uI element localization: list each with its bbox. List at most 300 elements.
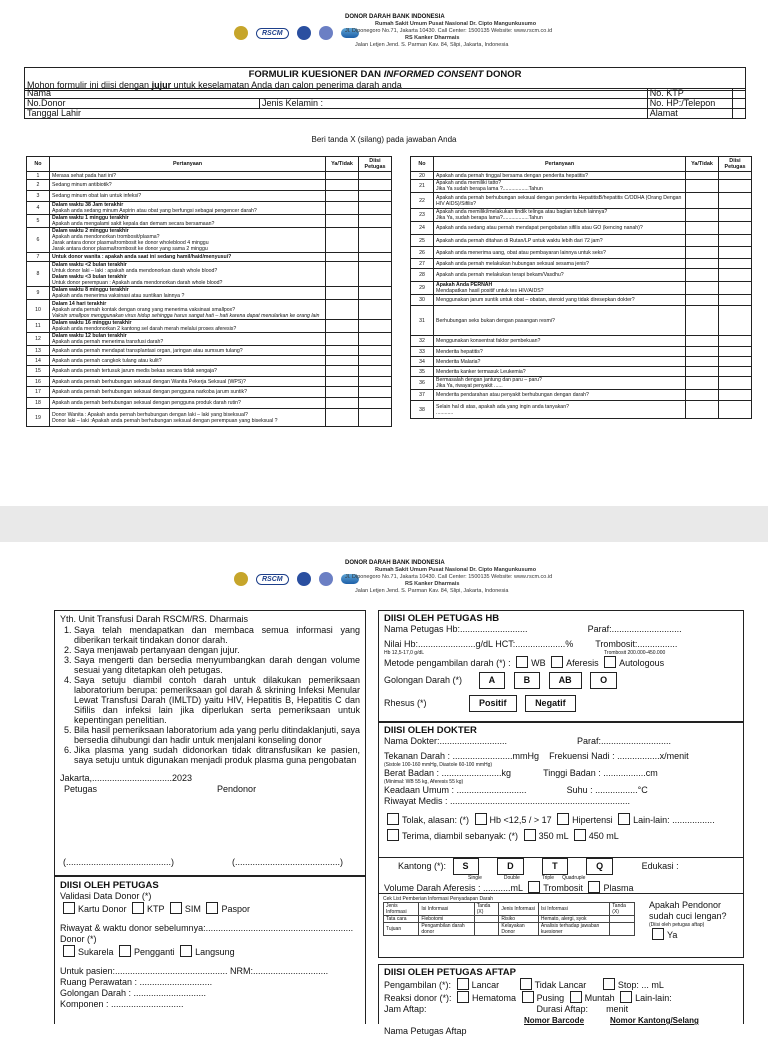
answer-cell[interactable] [326,346,359,356]
petugas-cell[interactable] [359,287,392,300]
abo-o-box[interactable]: O [590,672,617,689]
question-line: Apakah anda pernah menerima transfusi darah? [52,339,164,345]
petugas-cell[interactable] [719,390,752,401]
lain-checkbox[interactable] [620,991,632,1003]
question-line: Apakah anda pernah berhubungan seksual dengan pengguna narkoba jarum suntik? [52,389,247,395]
petugas-cell[interactable] [719,269,752,282]
question-line: Apakah anda memiliki/melakukan tindik telinga atau bagian tubuh lainnya? [436,209,608,215]
answer-cell[interactable] [686,390,719,401]
checklist-table [383,902,635,936]
kantong-q-box[interactable]: Q [586,858,613,875]
petugas-cell[interactable] [359,191,392,202]
question-line: Apakah anda pernah melakukan hubungan seksual sesama jenis? [436,260,589,267]
kantong-labels: Single Double Triple Quadruple [468,875,586,881]
question-line: Menderita hepatitis? [436,348,483,355]
wb-checkbox[interactable] [516,656,528,668]
question-row [27,253,392,262]
question-text [434,235,686,247]
checklist-cell: Analisis terhadap jawaban kuesioner [538,923,609,936]
petugas-cell[interactable] [719,347,752,357]
golongan-field[interactable]: Golongan Darah : ............................. [60,988,207,998]
question-number: 33 [411,347,434,357]
terima-checkbox[interactable] [387,829,399,841]
question-number: 29 [411,282,434,295]
tanggal-lahir-field[interactable]: Tanggal Lahir [25,109,648,119]
kantong-d-box[interactable]: D [497,858,524,875]
answer-cell[interactable] [326,228,359,253]
answer-cell[interactable] [686,209,719,222]
dokter-title: DIISI OLEH DOKTER [384,725,477,736]
question-text [434,390,686,401]
petugas-cell[interactable] [359,228,392,253]
question-text [50,346,326,356]
abo-b-box[interactable]: B [514,672,541,689]
question-row [411,377,752,390]
question-line: Dalam waktu 8 minggu terakhir [52,287,129,293]
reaksi-row: Reaksi donor (*): Hematoma Pusing Muntah Lain-lain: [384,993,672,1003]
form-subtitle: Mohon formulir ini diisi dengan jujur untuk keselamatan Anda dan calon penerima darah anda [27,80,402,90]
kantong-s-box[interactable]: S [453,858,479,875]
question-line: Apakah anda pernah ditahan di Rutan/LP untuk waktu lebih dari 72 jam? [436,237,603,244]
question-text [50,387,326,398]
question-text [434,172,686,180]
petugas-cell[interactable] [359,356,392,366]
consent-recipient: Yth. Unit Transfusi Darah RSCM/RS. Dharmais [60,614,249,624]
checklist-title: Cek List Pemberian Informasi Penyadapan Darah [383,896,494,902]
question-line: Merasa sehat pada hari ini? [52,172,117,179]
question-row [411,282,752,295]
answer-cell[interactable] [326,300,359,320]
petugas-cell[interactable] [359,333,392,346]
keadaan-row[interactable]: Keadaan Umum : ............................ Suhu : .................°C [384,785,648,795]
question-number: 38 [411,401,434,419]
question-line: Apakah Anda PERNAH [436,282,493,288]
question-line: Untuk donor laki – laki : apakah anda mendonorkan darah whole blood? [52,268,218,274]
golongan-row: Golongan Darah (*) A B AB O [384,672,738,689]
page-2-header [0,556,768,606]
petugas-cell[interactable] [719,180,752,193]
answer-cell[interactable] [326,202,359,215]
rscm-logo: RSCM [256,28,289,39]
question-text [434,357,686,367]
question-line: Dalam waktu 38 Jam terakhir [52,202,124,208]
450ml-checkbox[interactable] [574,829,586,841]
petugas-cell[interactable] [359,253,392,262]
question-text [434,401,686,419]
ktp-field[interactable] [732,89,745,99]
question-line: Jarak antara donor plasma/trombosit ke donor yang sama 2 minggu [52,246,208,252]
question-text [50,333,326,346]
question-line: Menderita pendarahan atau penyakit berhubungan dengan darah? [436,392,589,398]
question-text [434,269,686,282]
question-number: 17 [27,387,50,398]
pengambilan-row: Pengambilan (*): Lancar Tidak Lancar Stop: ... mL [384,980,664,990]
petugas-cell[interactable] [359,300,392,320]
question-number: 21 [411,180,434,193]
question-line: Apakah anda pernah berhubungan seksual dengan penderita HepatitisB/hepatitis C/ODHA (Orang Dengan HIV AIDS)/Sifilis? [436,194,682,207]
answer-cell[interactable] [686,401,719,419]
question-number: 14 [27,356,50,366]
berat-note: (Minimal: WB 55 kg, Aferesis 55 kg) [384,779,464,785]
logo-row [234,26,359,40]
tolak-checkbox[interactable] [387,813,399,825]
petugas-cell[interactable] [719,259,752,269]
question-number: 27 [411,259,434,269]
answer-cell[interactable] [326,409,359,427]
place-date: Jakarta,................................2023 [60,773,193,783]
sukarela-checkbox[interactable] [63,945,75,957]
rh-negatif-box[interactable]: Negatif [525,695,576,712]
question-number: 37 [411,390,434,401]
question-row [27,346,392,356]
question-text [434,306,686,336]
question-line: Menggunakan konsentrat faktor pembekuan? [436,338,541,344]
org-name: DONOR DARAH BANK INDONESIA [345,560,445,566]
petugas-cell[interactable] [359,262,392,287]
question-line: Apakah anda pernah kontak dengan orang yang menerima vaksinasi smallpox? [52,306,236,313]
answer-cell[interactable] [326,262,359,287]
answer-cell[interactable] [686,295,719,306]
question-text [434,193,686,209]
question-row [27,191,392,202]
tidak-lancar-checkbox[interactable] [520,978,532,990]
checklist-col: Isi Informasi [419,903,474,916]
answer-cell[interactable] [686,306,719,336]
answer-cell[interactable] [686,269,719,282]
petugas-title: DIISI OLEH PETUGAS [60,880,159,891]
question-row [411,269,752,282]
petugas-cell[interactable] [719,295,752,306]
question-line: Menderita kanker termasuk Leukemia? [436,368,526,375]
question-line: Apakah anda mengalami sakit kepala dan demam secara bersamaan? [52,221,215,227]
akreditasi-logo [319,572,333,586]
hp-label: No. HP:/Telepon [647,99,732,109]
question-number: 5 [27,215,50,228]
petugas-cell[interactable] [719,357,752,367]
validasi-label: Validasi Data Donor (*) [60,891,152,901]
header-text [345,560,565,595]
abo-a-box[interactable]: A [479,672,506,689]
langsung-checkbox[interactable] [180,945,192,957]
question-text [434,247,686,259]
validasi-options: Kartu Donor KTP SIM Paspor [60,902,360,915]
hematoma-checkbox[interactable] [457,991,469,1003]
answer-cell[interactable] [686,336,719,347]
hipertensi-checkbox[interactable] [557,813,569,825]
aftap-title: DIISI OLEH PETUGAS AFTAP [384,967,516,978]
pasien-field[interactable]: Untuk pasien:............................................. NRM:.............................. [60,966,329,976]
question-number: 4 [27,202,50,215]
abo-ab-box[interactable]: AB [549,672,582,689]
jenis-kelamin-field[interactable]: Jenis Kelamin : [260,99,648,109]
col-question: Pertanyaan [50,157,326,172]
kantong-row: Kantong (*): S D T Q Edukasi : [384,858,738,875]
riwayat-medis-row[interactable]: Riwayat Medis : ........................................................................ [384,796,631,806]
answer-cell[interactable] [686,282,719,295]
autologous-checkbox[interactable] [604,656,616,668]
petugas-cell[interactable] [359,180,392,191]
petugas-cell[interactable] [359,346,392,356]
question-number: 35 [411,367,434,377]
question-row [27,320,392,333]
checklist-mark[interactable] [610,916,635,923]
question-line: Menderita Malaria? [436,358,481,365]
question-row [27,409,392,427]
signature-lines[interactable]: (..........................................) (..........................................) [63,857,344,867]
cuci-question: Apakah Pendonor sudah cuci lengan? [649,900,727,921]
question-number: 32 [411,336,434,347]
question-text [434,180,686,193]
question-text [50,300,326,320]
petugas-cell[interactable] [359,409,392,427]
answer-cell[interactable] [326,253,359,262]
page-2 [0,542,768,1036]
question-row [411,209,752,222]
donor-options: Sukarela Pengganti Langsung [60,945,360,958]
answer-cell[interactable] [686,377,719,390]
question-line: Dalam waktu 2 minggu terakhir [52,228,129,234]
question-line: Bermasalah dengan jantung dan paru – paru? [436,377,542,383]
question-line: Jarak antara donor plasma/trombosit ke donor wholeblood 4 minggu [52,240,209,246]
question-text [50,172,326,180]
col-yatidak: Ya/Tidak [686,157,719,172]
question-text [50,377,326,387]
answer-cell[interactable] [326,333,359,346]
answer-cell[interactable] [686,259,719,269]
answer-cell[interactable] [686,222,719,235]
ruang-field[interactable]: Ruang Perawatan : ............................. [60,977,213,987]
question-line: Selain hal di atas, apakah ada yang ingin anda tanyakan? [436,403,569,410]
col-no: No [411,157,434,172]
answer-cell[interactable] [686,193,719,209]
rscm-logo: RSCM [256,574,289,585]
question-line: Dalam waktu <3 bulan terakhir [52,274,127,280]
question-number: 2 [27,180,50,191]
question-row [411,180,752,193]
plasma-checkbox[interactable] [588,881,600,893]
question-row [27,202,392,215]
answer-cell[interactable] [326,180,359,191]
question-number: 11 [27,320,50,333]
petugas-cell[interactable] [359,202,392,215]
stop-checkbox[interactable] [603,978,615,990]
form-title: FORMULIR KUESIONER DAN INFORMED CONSENT DONOR [248,69,522,80]
question-text [434,222,686,235]
pengganti-checkbox[interactable] [119,945,131,957]
question-line: Apakah anda sedang atau pernah mendapat pengobatan sifilis atau GO (kencing nanah)? [436,225,643,231]
answer-cell[interactable] [326,172,359,180]
akreditasi-logo [319,26,333,40]
petugas-cell[interactable] [359,172,392,180]
checklist-mark[interactable] [474,916,499,923]
answer-cell[interactable] [686,235,719,247]
alamat-field[interactable] [732,109,745,119]
question-line: Apakah anda pernah melakukan terapi bekam/Vasdhu? [436,272,564,278]
petugas-cell[interactable] [359,398,392,409]
no-donor-field[interactable]: No.Donor [25,99,260,109]
question-number: 31 [411,306,434,336]
cuci-lengan [649,900,741,941]
hb-title: DIISI OLEH PETUGAS HB [384,613,500,624]
question-number: 16 [27,377,50,387]
question-line: Apakah anda pernah cangkok tulang atau kulit? [52,357,162,364]
muntah-checkbox[interactable] [570,991,582,1003]
sim-checkbox[interactable] [170,902,182,914]
question-line: Dalam waktu 16 minggu terakhir [52,320,132,326]
checklist-mark[interactable] [610,923,635,936]
dharmais-logo [297,26,311,40]
answer-cell[interactable] [686,357,719,367]
hb-petugas-row: Nama Petugas Hb:........................... Paraf:............................ [384,624,682,634]
question-line: Berhubungan seks bukan dengan pasangan resmi? [436,317,555,324]
petugas-box [54,876,366,1024]
berat-row[interactable]: Berat Badan : ........................kg Tinggi Badan : .................cm [384,768,658,778]
question-text [50,262,326,287]
donor-label: Donor (*) [60,934,97,944]
checklist-cell: Risiko [499,916,539,923]
petugas-cell[interactable] [719,336,752,347]
question-number: 23 [411,209,434,222]
question-number: 8 [27,262,50,287]
question-line: Dalam waktu <2 bulan terakhir [52,262,127,268]
question-row [411,306,752,336]
question-line: Mendapatkan hasil positif untuk tes HIV/AIDS? [436,288,544,294]
hb-range-checkbox[interactable] [475,813,487,825]
page-gap [0,506,768,542]
petugas-cell[interactable] [719,193,752,209]
answer-cell[interactable] [326,387,359,398]
question-line: Apakah anda mendonorkan 2 kantong sel darah merah melalui proses aferesis? [52,326,237,332]
petugas-cell[interactable] [359,320,392,333]
volume-row: Volume Darah Aferesis : ...........mL Trombosit Plasma [384,883,634,893]
question-text [434,295,686,306]
lancar-checkbox[interactable] [457,978,469,990]
question-row [411,235,752,247]
answer-cell[interactable] [686,367,719,377]
question-number: 10 [27,300,50,320]
col-no: No [27,157,50,172]
question-row [411,295,752,306]
petugas-cell[interactable] [359,215,392,228]
rhesus-row: Rhesus (*) Positif Negatif [384,695,738,712]
dokter-box [378,722,744,858]
answer-cell[interactable] [326,377,359,387]
answer-cell[interactable] [686,247,719,259]
question-line: Dalam waktu 12 bulan terakhir [52,333,127,339]
barcode-row: Nomor Barcode Nomor Kantong/Selang [524,1016,699,1025]
answer-cell[interactable] [326,366,359,377]
petugas-cell[interactable] [719,377,752,390]
question-line: Donor laki – laki :Apakah anda pernah berhubungan seksual dengan perempuan yang biseksual ? [52,417,278,424]
paspor-checkbox[interactable] [206,902,218,914]
answer-cell[interactable] [326,320,359,333]
question-row [27,356,392,366]
question-row [27,172,392,180]
question-row [27,333,392,346]
dokter-nama-row[interactable]: Nama Dokter:........................... Paraf:............................ [384,736,672,746]
question-number: 22 [411,193,434,209]
checklist-cell: Tata cara [384,916,419,923]
petugas-cell[interactable] [719,172,752,180]
question-number: 7 [27,253,50,262]
answer-cell[interactable] [686,347,719,357]
hb-values-row[interactable]: Nilai Hb:.......................g/dL HCT:....................% Trombosit:................ [384,639,678,649]
answer-cell[interactable] [326,356,359,366]
petugas-cell[interactable] [719,247,752,259]
question-line: Jika Ya, sudah berapa lama?..................Tahun [436,215,543,221]
question-number: 26 [411,247,434,259]
answer-cell[interactable] [326,191,359,202]
answer-cell[interactable] [326,215,359,228]
petugas-cell[interactable] [719,367,752,377]
question-text [434,347,686,357]
trombosit-checkbox[interactable] [528,881,540,893]
pusing-checkbox[interactable] [522,991,534,1003]
hb-box [378,610,744,722]
consent-box [54,610,366,876]
rh-positif-box[interactable]: Positif [469,695,517,712]
hb-notes: Hb 12,5-17,0 g/dL Trombosit 200.000-450.000 [384,650,666,656]
question-text [50,409,326,427]
question-text [434,367,686,377]
cuci-note: (Diisi oleh petugas aftap) [649,922,705,928]
petugas-cell[interactable] [719,282,752,295]
petugas-cell[interactable] [359,377,392,387]
tekanan-row[interactable]: Tekanan Darah : ........................mmHg Frekuensi Nadi : .................x/menit [384,751,689,761]
answer-cell[interactable] [686,172,719,180]
350ml-checkbox[interactable] [524,829,536,841]
answer-cell[interactable] [326,287,359,300]
hp-field[interactable] [732,99,745,109]
answer-cell[interactable] [326,398,359,409]
hospital-1: Rumah Sakit Umum Pusat Nasional Dr. Cipto Mangunkusumo [375,567,537,573]
question-line: Apakah anda menerima uang, obat atau pembayaran lainnya untuk seks? [436,249,606,256]
question-number: 3 [27,191,50,202]
nama-field[interactable]: Nama [25,89,648,99]
kemenkes-logo [234,26,248,40]
petugas-cell[interactable] [719,209,752,222]
checklist-mark[interactable] [474,923,499,936]
header-text [345,14,565,49]
question-line: Dalam 14 hari terakhir [52,300,107,307]
question-row [27,398,392,409]
question-row [27,300,392,320]
page-1 [0,0,768,506]
petugas-cell[interactable] [719,306,752,336]
aferesis-checkbox[interactable] [551,656,563,668]
aftap-nama[interactable]: Nama Petugas Aftap [384,1026,467,1036]
petugas-cell[interactable] [359,366,392,377]
petugas-cell[interactable] [719,222,752,235]
ya-checkbox[interactable] [652,928,664,940]
petugas-cell[interactable] [719,401,752,419]
answer-cell[interactable] [686,180,719,193]
question-line: Apakah anda pernah tinggal bersama dengan penderita hepatitis? [436,172,588,179]
tekanan-note: (Sistole 100-160 mmHg, Diastole 60-100 mmHg) [384,762,493,768]
question-row [27,377,392,387]
question-text [50,202,326,215]
org-name: DONOR DARAH BANK INDONESIA [345,14,445,20]
kartu-donor-checkbox[interactable] [63,902,75,914]
petugas-cell[interactable] [359,387,392,398]
riwayat-field[interactable]: Riwayat & waktu donor sebelumnya:........................................................... [60,923,354,933]
lain-lain-checkbox[interactable] [618,813,630,825]
petugas-cell[interactable] [719,235,752,247]
kantong-t-box[interactable]: T [542,858,568,875]
ktp-checkbox[interactable] [132,902,144,914]
komponen-field[interactable]: Komponen : ............................. [60,999,184,1009]
question-text [50,215,326,228]
